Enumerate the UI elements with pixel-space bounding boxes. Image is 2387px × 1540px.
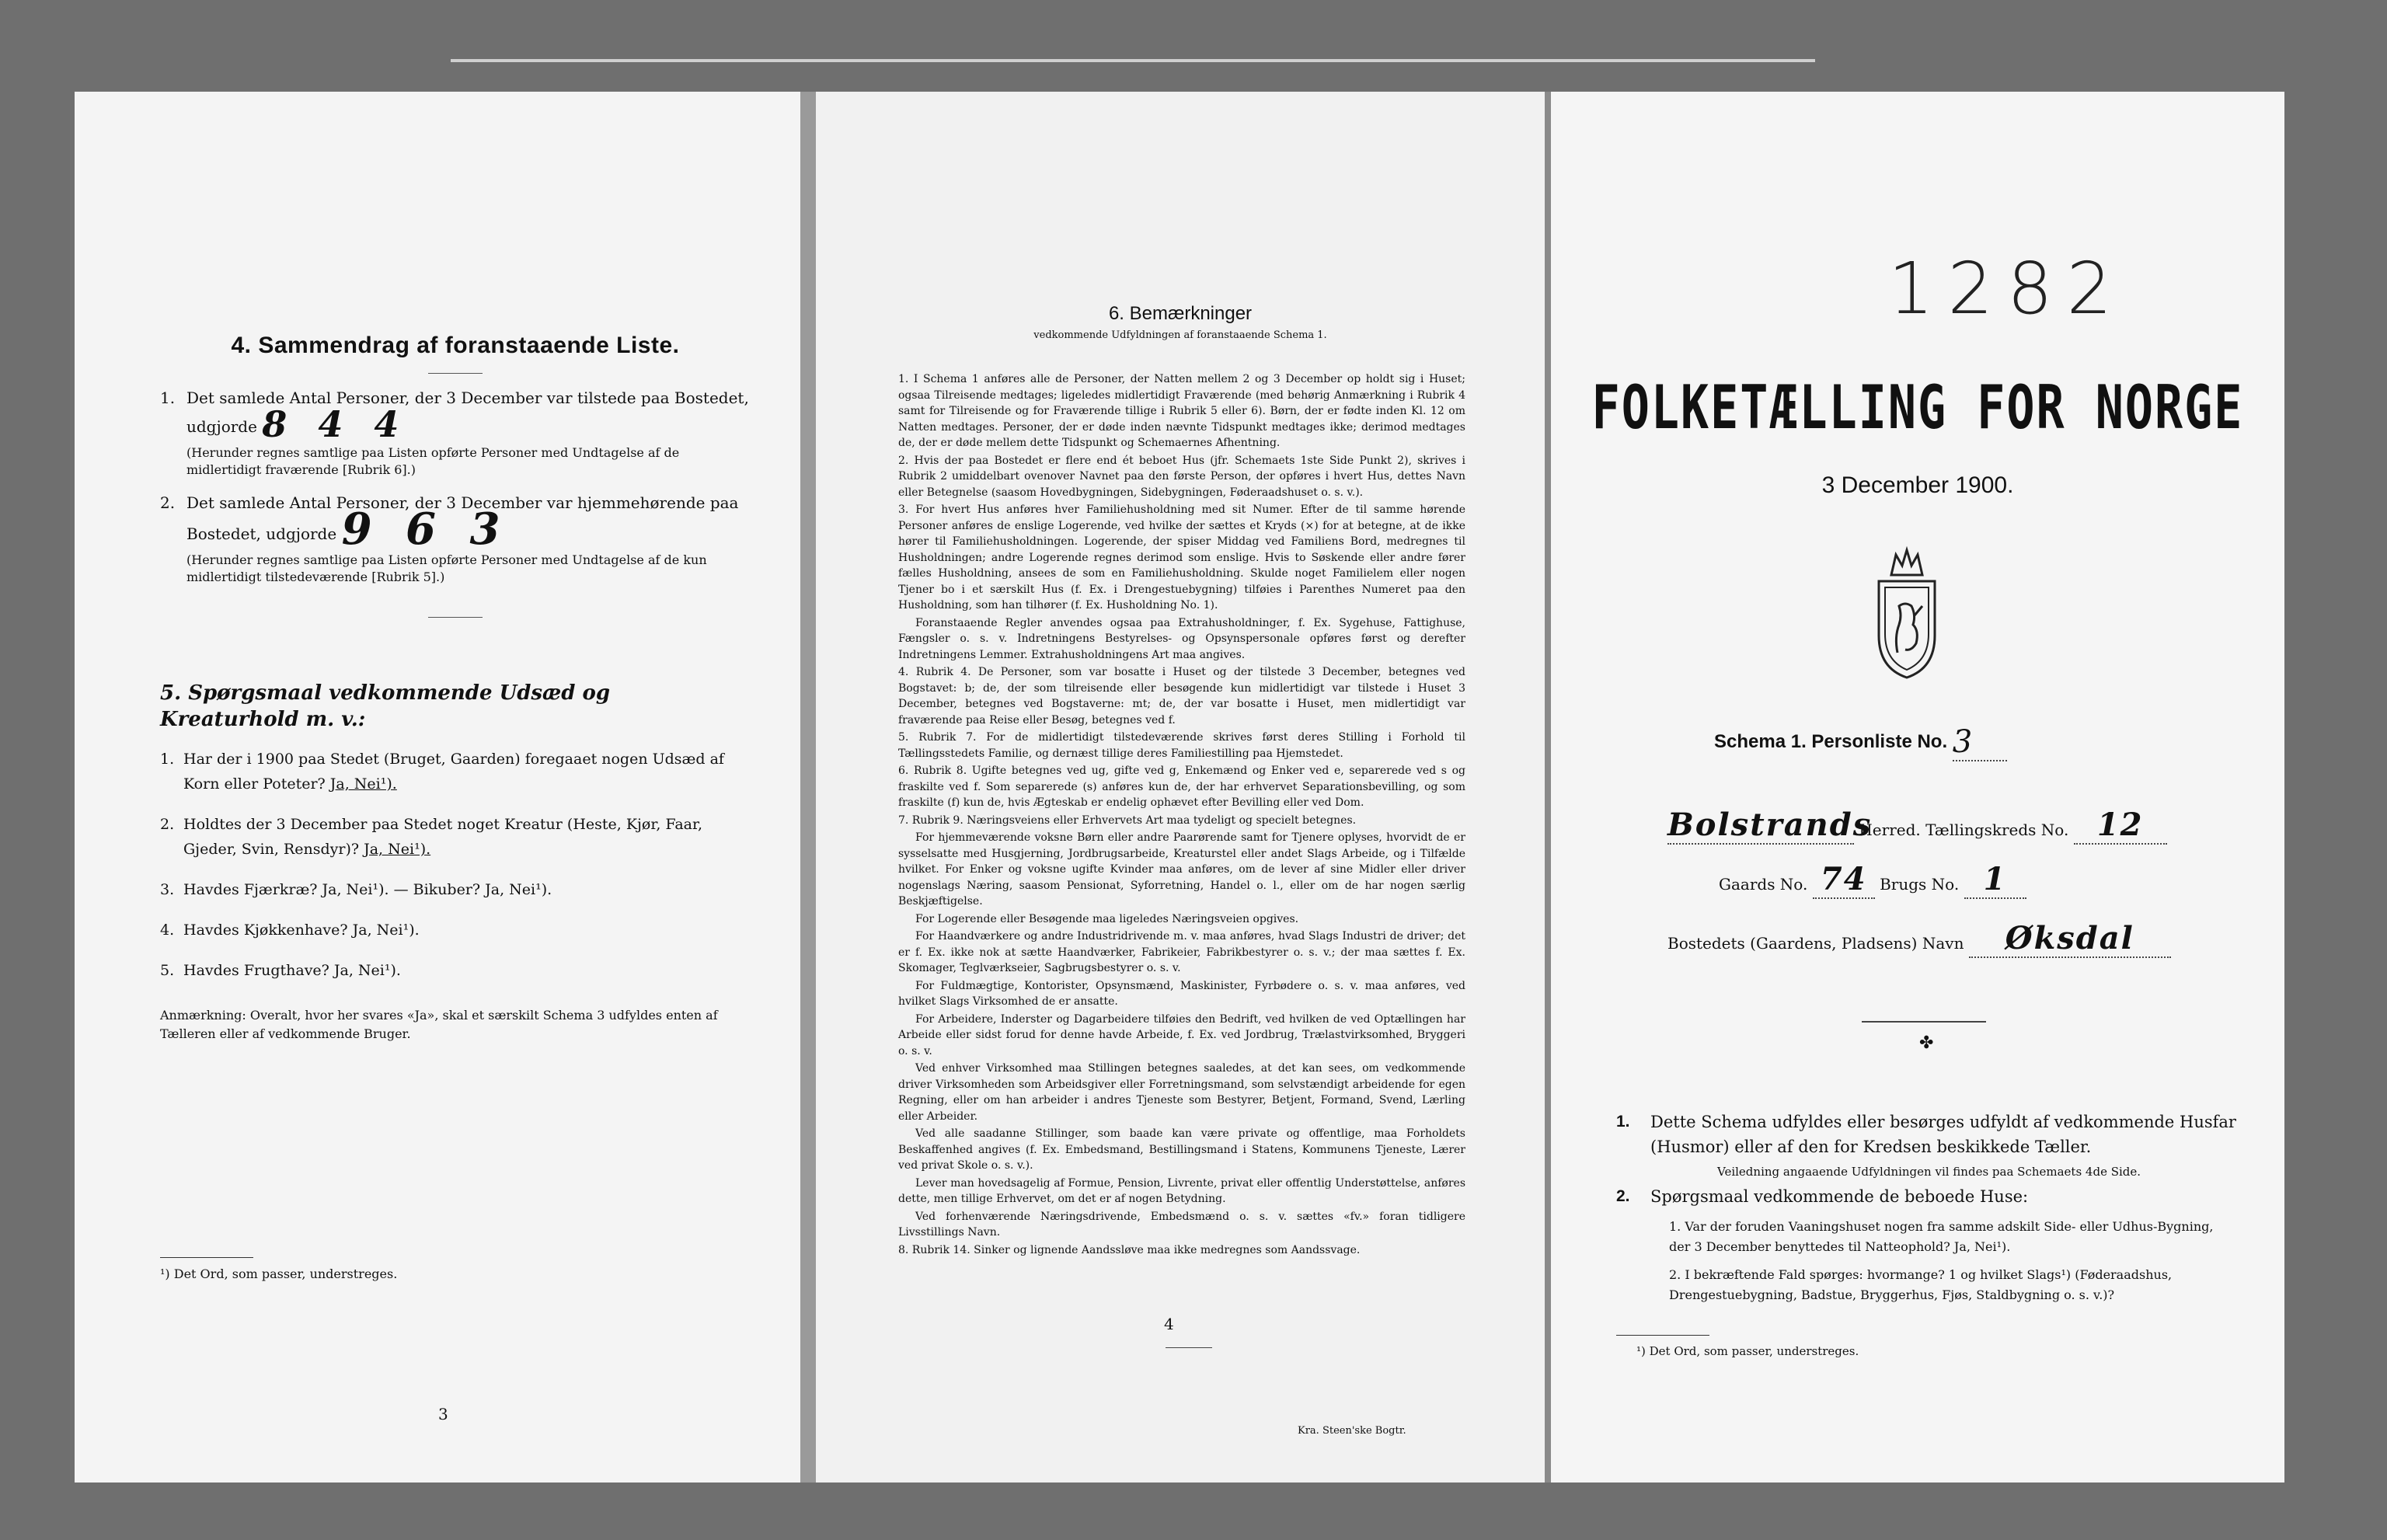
herred-field bbox=[1667, 807, 1873, 845]
handwritten-gaards: 74 bbox=[1820, 861, 1867, 897]
question-number: 3. bbox=[160, 881, 175, 898]
question-2 bbox=[160, 812, 751, 862]
instruction-number: 1. bbox=[1616, 1113, 1630, 1131]
remark-paragraph: 5. Rubrik 7. For de midlertidigt tilstedeværende skrives først deres Stilling i Forhold til Tællingsstedets Familie, og dernæst tillige deres Familiestilling paa Hjemstedet. bbox=[898, 731, 1465, 760]
handwritten-herred: Bolstrands bbox=[1667, 807, 1873, 843]
handwritten-bosted: Øksdal bbox=[2005, 920, 2134, 956]
item-text: Det samlede Antal Personer, der 3 December var tilstede paa Bostedet, udgjorde bbox=[186, 388, 749, 436]
brugs-field bbox=[1964, 861, 2026, 899]
printer-imprint: Kra. Steen'ske Bogtr. bbox=[1298, 1425, 1406, 1437]
gaards-line bbox=[1719, 861, 2026, 899]
remark-paragraph: Ved enhver Virksomhed maa Stillingen betegnes saaledes, at det kan sees, om vedkommende driver Virksomheden som Arbeidsgiver eller Forretningsmand, som selvstændigt arbeidende for egen Regning, eller om han arbeider i andres Tjeneste som Bestyrer, Betjent, Formand, Svend, Lærling eller Arbeider. bbox=[898, 1062, 1465, 1123]
ornament-rule bbox=[1862, 1021, 1986, 1023]
remark-paragraph: 6. Rubrik 8. Ugifte betegnes ved ug, gifte ved g, Enkemænd og Enker ved e, separerede ved s og fraskilte ved f. Som separerede (s) anføres kun de, der har erhvervet Separationsbevilling, og som fraskilte (f) kun de, hvis Ægteskab er endelig ophævet efter Bevilling eller ved Dom. bbox=[898, 765, 1465, 809]
remark-paragraph: 8. Rubrik 14. Sinker og lignende Aandssløve maa ikke medregnes som Aandssvage. bbox=[898, 1243, 1361, 1256]
remark-paragraph: For Logerende eller Besøgende maa ligeledes Næringsveien opgives. bbox=[915, 912, 1299, 925]
remark-paragraph: 7. Rubrik 9. Næringsveiens eller Erhvervets Art maa tydeligt og specielt betegnes. bbox=[898, 814, 1357, 827]
question-text: Havdes Kjøkkenhave? Ja, Nei¹). bbox=[183, 922, 420, 939]
section-divider bbox=[428, 617, 483, 618]
item-note: (Herunder regnes samtlige paa Listen opførte Personer med Undtagelse af de midlertidigt fraværende [Rubrik 6].) bbox=[186, 445, 680, 477]
question-number: 5. bbox=[160, 962, 175, 979]
remarks-body bbox=[898, 371, 1465, 1260]
instruction-2 bbox=[1616, 1184, 2238, 1209]
page-number: 3 bbox=[438, 1405, 448, 1423]
schema-label bbox=[1714, 724, 2007, 761]
handwritten-kreds: 12 bbox=[2096, 807, 2144, 843]
handwritten-count-resident: 9 6 3 bbox=[341, 503, 510, 555]
instruction-number: 2. bbox=[1616, 1187, 1630, 1205]
page-gutter bbox=[800, 92, 816, 1483]
question-text: Havdes Frugthave? Ja, Nei¹). bbox=[183, 962, 401, 979]
handwritten-brugs: 1 bbox=[1983, 861, 2007, 897]
remark-paragraph: 1. I Schema 1 anføres alle de Personer, der Natten mellem 2 og 3 December op holdt sig i Huset; ogsaa Tilreisende medtages; ligeledes midlertidigt Fraværende (med behørig Anmærkning i Rubrik 4 samt for Tilreisende og for Fraværende tillige i Rubrik 5 eller 6). Børn, der er fødte inden Kl. 12 om Natten medtages. Personer, der er døde inden nævnte Tidspunkt medtages ikke; derimod medtages de, der er døde mellem dette Tidspunkt og Schemaernes Afhentning. bbox=[898, 373, 1465, 449]
footnote: ¹) Det Ord, som passer, understreges. bbox=[160, 1266, 398, 1281]
page-number: 4 bbox=[1164, 1315, 1174, 1333]
question-text: Havdes Fjærkræ? Ja, Nei¹). — Bikuber? Ja, Nei¹). bbox=[183, 881, 552, 898]
remark-paragraph: Foranstaaende Regler anvendes ogsaa paa Extrahusholdninger, f. Ex. Sygehuse, Fattighuse, Fængsler o. s. v. Indretningens Bestyrelses- og Opsynspersonale opføres først og derefter Indretningens Lemmer. Extrahusholdningens Art maa angives. bbox=[898, 616, 1465, 661]
instruction-text: Dette Schema udfyldes eller besørges udfyldt af vedkommende Husfar (Husmor) eller af den for Kredsen beskikkede Tæller. bbox=[1650, 1113, 2236, 1156]
footnote-rule bbox=[160, 1257, 253, 1258]
footnote-rule bbox=[1616, 1335, 1709, 1336]
summary-heading: 4. Sammendrag af foranstaaende Liste. bbox=[231, 333, 680, 358]
item-note: (Herunder regnes samtlige paa Listen opførte Personer med Undtagelse af de kun midlertidigt tilstedeværende [Rubrik 5].) bbox=[186, 552, 707, 584]
question-text: Har der i 1900 paa Stedet (Bruget, Gaarden) foregaaet nogen Udsæd af Korn eller Poteter? bbox=[183, 751, 724, 793]
census-date: 3 December 1900. bbox=[1821, 472, 2014, 498]
remark-paragraph: 2. Hvis der paa Bostedet er flere end ét beboet Hus (jfr. Schemaets 1ste Side Punkt 2), skrives i Rubrik 2 umiddelbart ovenover Navnet paa den første Person, der opføres i hvert Hus, dettes Navn eller Betegnelse (saasom Hovedbygningen, Sidebygningen, Føderaadshuset o. s. v.). bbox=[898, 454, 1465, 499]
remarks-subtitle: vedkommende Udfyldningen af foranstaaende Schema 1. bbox=[1033, 329, 1327, 341]
ornament-icon: ✤ bbox=[1919, 1033, 1934, 1053]
question-text: Holdtes der 3 December paa Stedet noget Kreatur (Heste, Kjør, Faar, Gjeder, Svin, Rensdyr)? bbox=[183, 816, 703, 858]
remark-paragraph: Ved forhenværende Næringsdrivende, Embedsmænd o. s. v. sættes «fv.» foran tidligere Livsstillings Navn. bbox=[898, 1210, 1465, 1239]
question-3 bbox=[160, 877, 751, 902]
remark-paragraph: 3. For hvert Hus anføres hver Familiehusholdning med sit Numer. Efter de til samme hørende Personer anføres de enslige Logerende, ved hvilke der sættes et Kryds (×) for at betegne, at de ikke hører til Familiehusholdningen. Logerende, der spiser Middag ved Familiens Bord, medregnes til Husholdningen; andre Logerende regnes derimod som enslige. Hvis to Søskende eller andre fører fælles Husholdning, ansees de som en Familiehusholdning. Skulde noget Familielem eller nogen Tjener bo i et særskilt Hus (f. Ex. i Drengestuebygning) tilføies i Parenthes Numeret paa den Husholdning, som han tilhører (f. Ex. Husholdning No. 1). bbox=[898, 503, 1465, 611]
handwritten-list-number: 3 bbox=[1952, 724, 1973, 760]
bosted-line bbox=[1667, 920, 2171, 958]
question-4 bbox=[160, 918, 751, 942]
heading-divider bbox=[428, 373, 483, 374]
handwritten-count-present: 8 4 4 bbox=[262, 403, 409, 445]
remarks-title: 6. Bemærkninger bbox=[1108, 303, 1253, 324]
herred-line bbox=[1667, 807, 2167, 845]
house-question-1: 1. Var der foruden Vaaningshuset nogen fra samme adskilt Side- eller Udhus-Bygning, der 3 December benyttedes til Natteophold? Ja, Nei¹). bbox=[1669, 1219, 2214, 1254]
instructions-list bbox=[1616, 1110, 2238, 1305]
question-number: 1. bbox=[160, 751, 175, 768]
gaards-field bbox=[1813, 861, 1875, 899]
question-answer: Ja, Nei¹). bbox=[329, 775, 397, 793]
remark-paragraph: Lever man hovedsagelig af Formue, Pension, Livrente, privat eller offentlig Understøttelse, anføres dette, men tillige Erhvervet, om det er af nogen Betydning. bbox=[898, 1176, 1465, 1205]
remark-paragraph: For Fuldmægtige, Kontorister, Opsynsmænd, Maskinister, Fyrbødere o. s. v. maa anføres, ved hvilket Slags Virksomhed de er ansatte. bbox=[898, 979, 1465, 1008]
question-answer: Ja, Nei¹). bbox=[364, 841, 431, 858]
herred-label: Herred. Tællingskreds No. bbox=[1859, 821, 2069, 839]
gaards-label: Gaards No. bbox=[1719, 875, 1808, 894]
handwritten-page-code: 1282 bbox=[1888, 247, 2127, 330]
remark-paragraph: For Haandværkere og andre Industridrivende m. v. maa anføres, hvad Slags Industri de driver; det er f. Ex. ikke nok at sætte Haandværker, Fabrikeier, Fabrikbestyrer o. s. v.; der maa sættes f. Ex. Skomager, Teglværkseier, Sagbrugsbestyrer o. s. v. bbox=[898, 930, 1465, 974]
middle-page bbox=[816, 92, 1545, 1483]
summary-item-1 bbox=[160, 385, 751, 445]
brugs-label: Brugs No. bbox=[1880, 875, 1960, 894]
question-number: 4. bbox=[160, 922, 175, 939]
summary-item-2 bbox=[160, 490, 751, 555]
bosted-field bbox=[1969, 920, 2171, 958]
question-1 bbox=[160, 747, 751, 796]
instruction-text: Spørgsmaal vedkommende de beboede Huse: bbox=[1650, 1187, 2029, 1206]
left-page bbox=[75, 92, 800, 1483]
remark-paragraph: 4. Rubrik 4. De Personer, som var bosatte i Huset og der tilstede 3 December, betegnes ved Bogstavet: b; de, der som tilreisende eller besøgende kun midlertidigt var tilstede i Huset 3 December, betegnes ved Bogstaverne: mt; de, der var bosatte i Huset, men midlertidigt var fraværende paa Reise eller Besøg, betegnes ved f. bbox=[898, 666, 1465, 726]
end-rule bbox=[1166, 1347, 1212, 1348]
census-title: FOLKETÆLLING FOR NORGE bbox=[1591, 372, 2244, 444]
schema-label-text: Schema 1. Personliste No. bbox=[1714, 731, 1948, 752]
remark-paragraph: Ved alle saadanne Stillinger, som baade kan være private og offentlige, maa Forholdets Beskaffenhed angives (f. Ex. Embedsmand, Bestillingsmand i Statens, Kommunens Tjeneste, Lærer ved privat Skole o. s. v.). bbox=[898, 1127, 1465, 1172]
item-number: 2. bbox=[160, 493, 176, 512]
house-question-2: 2. I bekræftende Fald spørges: hvormange? 1 og hvilket Slags¹) (Føderaadshus, Drengestuebygning, Badstue, Bryggerhus, Fjøs, Staldbygning o. s. v.)? bbox=[1669, 1267, 2173, 1302]
bosted-label: Bostedets (Gaardens, Pladsens) Navn bbox=[1667, 934, 1964, 953]
kreds-field bbox=[2074, 807, 2167, 845]
schema-number-field bbox=[1953, 724, 2007, 761]
item-text: Det samlede Antal Personer, der 3 December var hjemmehørende paa Bostedet, udgjorde bbox=[186, 493, 739, 543]
question-number: 2. bbox=[160, 816, 175, 833]
question-5 bbox=[160, 958, 751, 983]
questions-heading: 5. Spørgsmaal vedkommende Udsæd og Kreaturhold m. v.: bbox=[160, 681, 611, 731]
remark-paragraph: For hjemmeværende voksne Børn eller andre Paarørende samt for Tjenere oplyses, hvorvidt de er sysselsatte med Husgjerning, Jordbrugsarbeide, Kreaturstel eller andet Slags Arbeide, og i Tilfælde hvilket. For Enker og voksne ugifte Kvinder maa anføres, om de lever af sine Midler eller driver nogenslags Næring, saasom Pensionat, Syforretning, Handel o. l., eller om de har nogen særlig Beskjæftigelse. bbox=[898, 831, 1465, 908]
remark-note: Anmærkning: Overalt, hvor her svares «Ja», skal et særskilt Schema 3 udfyldes enten af Tælleren eller af vedkommende Bruger. bbox=[160, 1008, 718, 1041]
guidance-note: Veiledning angaaende Udfyldningen vil findes paa Schemaets 4de Side. bbox=[1717, 1165, 2141, 1179]
coat-of-arms-icon bbox=[1868, 544, 1946, 681]
item-number: 1. bbox=[160, 388, 176, 407]
footnote: ¹) Det Ord, som passer, understreges. bbox=[1636, 1344, 1859, 1358]
top-edge-rule bbox=[451, 59, 1815, 62]
remark-paragraph: For Arbeidere, Inderster og Dagarbeidere tilføies den Bedrift, ved hvilken de ved Optællingen har Arbeide eller sidst forud for denne havde Arbeide, f. Ex. ved Jordbrug, Trælastvirksomhed, Bryggeri o. s. v. bbox=[898, 1012, 1465, 1057]
summary-section bbox=[160, 333, 751, 1044]
right-page bbox=[1551, 92, 2284, 1483]
instruction-1 bbox=[1616, 1110, 2238, 1159]
